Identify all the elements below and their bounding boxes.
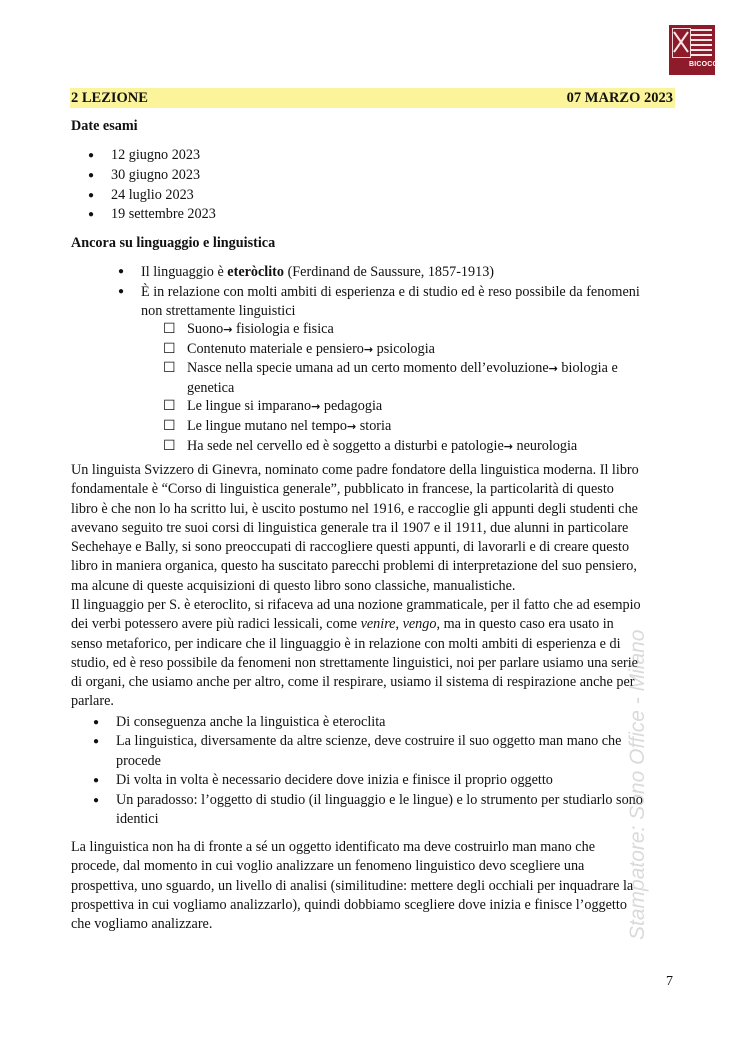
saussure-paragraph: Un linguista Svizzero di Ginevra, nominato come padre fondatore della linguistica moderna. Il libro fondamentale è “Corso di linguistica generale”, pubblicato in francese, la particolarità di questo libro è che non lo ha scritto lui, è uscito postumo nel 1916, e raccoglie gli appunti degli studenti che avevano seguito tre suoi corsi di linguistica generale tra il 1907 e il 1911, due alunni in particolare Sechehaye e Bally, si sono preoccupati di raccogliere questi appunti, di lavorarli e di creare questo libro in maniera organica, questo ha suscitato parecchi problemi di interpretazione del suo pensiero, ma alcune di queste acquisizioni di questo libro sono classiche, manualistiche. <box>71 462 639 594</box>
list-item: ☐ Contenuto materiale e pensiero→ psicologia <box>163 340 435 357</box>
lesson-number: 2 LEZIONE <box>71 90 148 106</box>
arrow-icon: → <box>346 419 357 433</box>
linguaggio-list <box>118 263 678 320</box>
university-logo <box>669 25 724 75</box>
arrow-icon: → <box>503 439 513 453</box>
list-item: ● Di volta in volta è necessario decidere dove inizia e finisce il proprio oggetto <box>93 772 553 789</box>
consequences-list <box>93 713 678 829</box>
list-item: ☐ Le lingue si imparano→ pedagogia <box>163 398 383 415</box>
list-item: ☐ Nasce nella specie umana ad un certo momento dell’evoluzione→ biologia e genetica <box>163 360 618 396</box>
list-item: ● Il linguaggio è eteròclito (Ferdinand de Saussure, 1857-1913) <box>118 264 495 280</box>
lesson-header <box>70 88 675 108</box>
list-item: ● Un paradosso: l’oggetto di studio (il linguaggio e le lingue) e lo strumento per studiarlo sono identici <box>93 791 643 828</box>
fields-sublist <box>163 320 678 456</box>
lesson-date: 07 MARZO 2023 <box>566 90 673 106</box>
list-item: ☐ Suono→ fisiologia e fisica <box>163 321 334 337</box>
list-item: ● 24 luglio 2023 <box>88 186 194 203</box>
printer-watermark: Stampatore: Sono Office - Milano <box>626 629 649 940</box>
list-item: ● La linguistica, diversamente da altre scienze, deve costruire il suo oggetto man mano che procede <box>93 733 622 769</box>
exam-dates-list <box>88 146 216 225</box>
logo-word: BICOCCA <box>689 61 724 68</box>
list-item: ● 19 settembre 2023 <box>88 206 216 223</box>
logo-cross-icon <box>673 31 689 53</box>
arrow-icon: → <box>363 342 374 356</box>
list-item: ● È in relazione con molti ambiti di esperienza e di studio ed è reso possibile da fenomeni non strettamente linguistici <box>118 283 640 319</box>
arrow-icon: → <box>223 323 233 336</box>
eteroclito-paragraph: Il linguaggio per S. è eteroclito, si rifaceva ad una nozione grammaticale, per il fatto che ad esempio dei verbi potessero avere più radici lessicali, come venire, vengo, ma in questo caso era usato in senso metaforico, per indicare che il linguaggio è in relazione con molti ambiti di esperienza e di studio, ed è reso possibile da fenomeni non strettamente linguistici, noi per parlare usiamo una serie di organi, che usiamo anche per altro, come il respirare, usiamo il sistema di respirazione anche per parlare. <box>71 597 641 710</box>
exams-heading: Date esami <box>71 118 138 134</box>
section-heading: Ancora su linguaggio e linguistica <box>71 235 276 251</box>
list-item: ☐ Le lingue mutano nel tempo→ storia <box>163 417 392 434</box>
logo-text-lines <box>691 29 712 59</box>
list-item: ● 12 giugno 2023 <box>88 147 201 163</box>
list-item: ● 30 giugno 2023 <box>88 166 201 183</box>
list-item: ☐ Ha sede nel cervello ed è soggetto a disturbi e patologie→ neurologia <box>163 437 578 454</box>
arrow-icon: → <box>548 362 558 376</box>
conclusion-paragraph: La linguistica non ha di fronte a sé un oggetto identificato ma deve costruirlo man mano che procede, dal momento in cui voglio analizzare un fenomeno linguistico devo scegliere una prospettiva, uno sguardo, un livello di analisi (similitudine: mettere degli occhiali per inquadrare la prospettiva in cui vogliamo analizzarlo), quindi dobbiamo scegliere dove inizia e finisce l’oggetto che vogliamo analizzare. <box>71 839 634 933</box>
page-number: 7 <box>666 974 673 989</box>
list-item: ● Di conseguenza anche la linguistica è eteroclita <box>93 714 386 730</box>
arrow-icon: → <box>311 400 321 414</box>
